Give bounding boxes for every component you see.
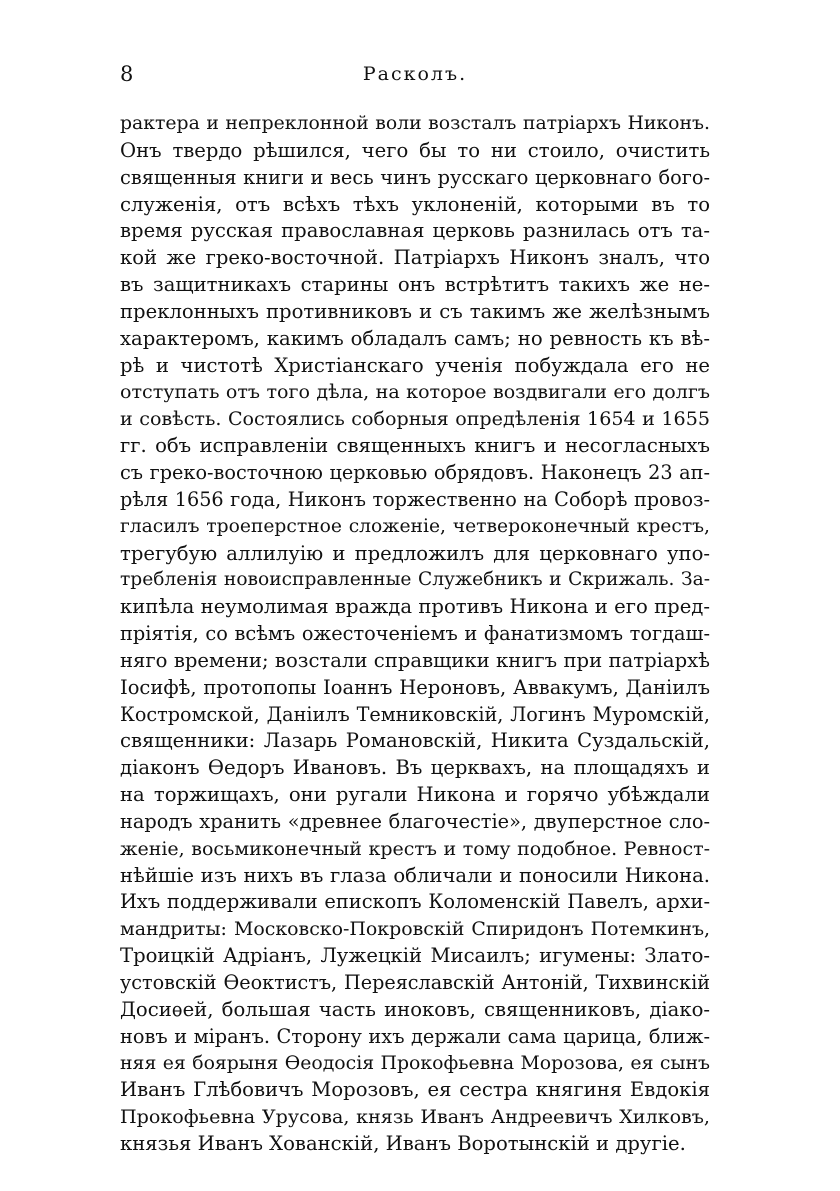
body-text — [120, 111, 710, 1158]
text-line: священники: Лазарь Романовскій, Никита Суздальскій, — [120, 729, 710, 753]
text-line: рѣля 1656 года, Никонъ торжественно на Соборѣ провоз- — [120, 487, 710, 511]
text-line: преклонныхъ противниковъ и съ такимъ же желѣзнымъ — [120, 299, 710, 323]
text-line: требленія новоисправленные Служебникъ и Скрижаль. За- — [120, 569, 710, 591]
text-line: отступать отъ того дѣла, на которое воздвигали его долгъ — [120, 381, 710, 404]
text-line: трегубую аллилуію и предложилъ для церковнаго упо- — [120, 541, 710, 565]
text-line: въ защитникахъ старины онъ встрѣтитъ такихъ же не- — [120, 273, 710, 297]
text-line: служенія, отъ всѣхъ тѣхъ уклоненій, которыми въ то — [120, 192, 710, 216]
text-line: женіе, восьмиконечный крестъ и тому подобное. Ревност- — [120, 837, 710, 860]
text-line: съ греко-восточною церковью обрядовъ. Наконецъ 23 ап- — [120, 460, 710, 484]
text-line: время русская православная церковь разнилась отъ та- — [120, 219, 710, 243]
text-line: народъ хранить «древнее благочестіе», двуперстное сло- — [120, 809, 710, 833]
text-line: рактера и непреклонной воли возсталъ патріархъ Никонъ. — [120, 113, 710, 134]
text-line: нѣйшіе изъ нихъ въ глаза обличали и поносили Никона. — [120, 863, 710, 887]
text-line: князья Иванъ Хованскій, Иванъ Воротынскій и другіе. — [120, 1132, 686, 1156]
text-line: діаконъ Ѳедоръ Ивановъ. Въ церквахъ, на площадяхъ и — [120, 756, 710, 780]
text-line: новъ и міранъ. Сторону ихъ держали сама царица, ближ- — [120, 1024, 710, 1048]
page-number: 8 — [120, 62, 134, 86]
text-line: пріятія, со всѣмъ ожесточеніемъ и фанатизмомъ тогдаш- — [120, 622, 710, 646]
text-line: Троицкій Адріанъ, Лужецкій Мисаилъ; игумены: Злато- — [120, 944, 710, 968]
text-line: Прокофьевна Урусова, князь Иванъ Андреевичъ Хилковъ, — [120, 1105, 710, 1129]
text-line: Костромской, Даніилъ Темниковскій, Логинъ Муромскій, — [120, 702, 710, 726]
text-line: и совѣсть. Состоялись соборныя опредѣленія 1654 и 1655 — [120, 407, 710, 431]
running-title: Расколъ. — [362, 63, 468, 85]
text-line: няго времени; возстали справщики книгъ при патріархѣ — [120, 648, 710, 672]
text-line: мандриты: Московско-Покровскій Спиридонъ Потемкинъ, — [120, 918, 710, 941]
running-head — [120, 60, 710, 88]
text-line: характеромъ, какимъ обладалъ самъ; но ревность къ вѣ- — [120, 326, 710, 350]
text-line: Досиѳей, большая часть иноковъ, священниковъ, діако- — [120, 997, 710, 1021]
text-line: на торжищахъ, они ругали Никона и горячо убѣждали — [120, 783, 710, 807]
text-line: кой же греко-восточной. Патріархъ Никонъ зналъ, что — [120, 246, 710, 270]
text-line: рѣ и чистотѣ Христіанскаго ученія побуждала его не — [120, 353, 710, 377]
text-line: Іосифѣ, протопопы Іоаннъ Нероновъ, Аввакумъ, Даніилъ — [120, 675, 710, 699]
text-line: священныя книги и весь чинъ русскаго церковнаго бого- — [120, 165, 710, 189]
text-line: няя ея боярыня Ѳеодосія Прокофьевна Морозова, ея сынъ — [120, 1052, 710, 1074]
text-line: устовскій Ѳеоктистъ, Переяславскій Антоній, Тихвинскій — [120, 971, 710, 994]
text-line: гласилъ троеперстное сложеніе, четвероконечный крестъ, — [120, 515, 710, 537]
text-line: Ихъ поддерживали епископъ Коломенскій Павелъ, архи- — [120, 890, 710, 914]
text-line: Онъ твердо рѣшился, чего бы то ни стоило, очистить — [120, 138, 710, 162]
text-line: Иванъ Глѣбовичъ Морозовъ, ея сестра княгиня Евдокія — [120, 1078, 710, 1102]
text-line: кипѣла неумолимая вражда противъ Никона и его пред- — [120, 595, 710, 619]
text-line: гг. объ исправленіи священныхъ книгъ и несогласныхъ — [120, 434, 710, 458]
